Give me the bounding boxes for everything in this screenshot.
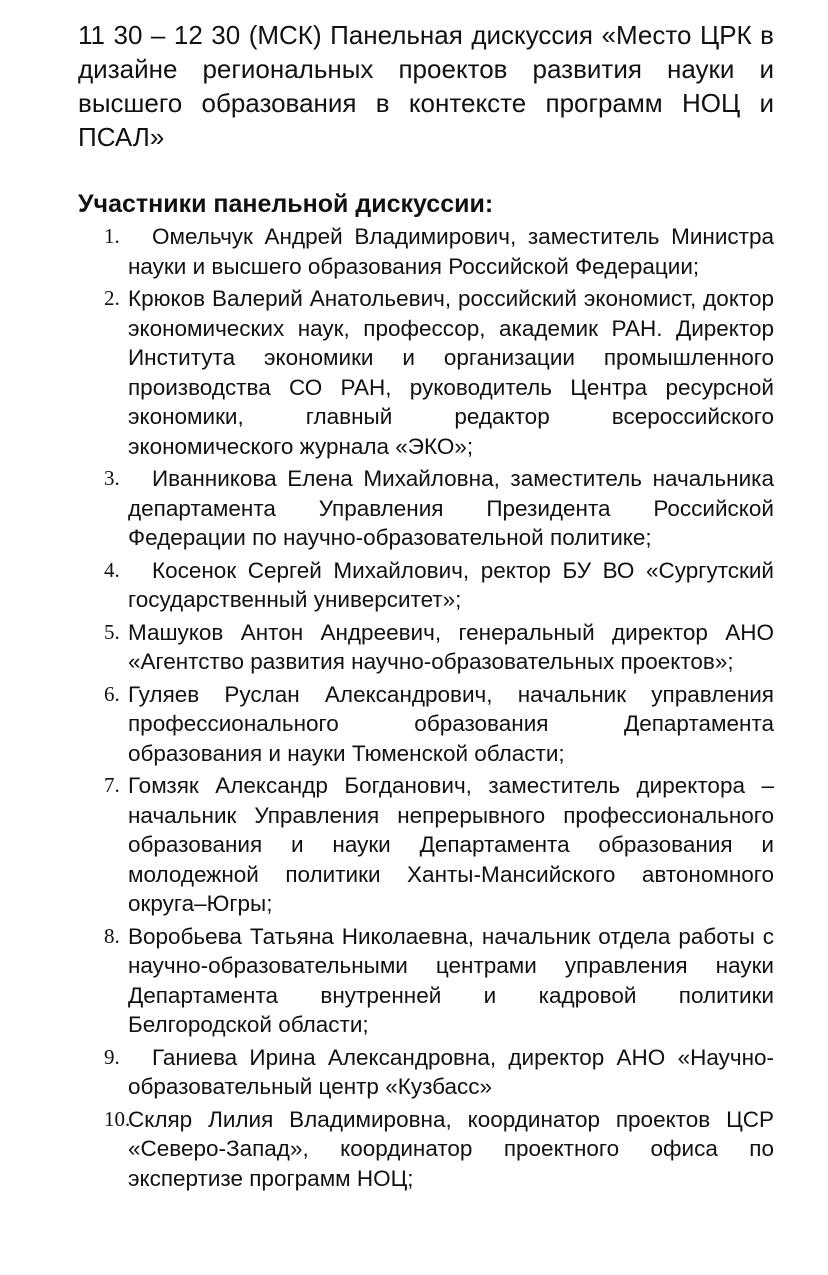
list-item	[78, 464, 774, 553]
item-number: 4.	[104, 557, 120, 582]
item-text: Омельчук Андрей Владимирович, заместитель Министра науки и высшего образования Российской Федерации;	[128, 224, 774, 279]
item-number: 6.	[104, 681, 120, 706]
item-text: Скляр Лилия Владимировна, координатор проектов ЦСР «Северо-Запад», координатор проектного офиса по экспертизе программ НОЦ;	[128, 1106, 774, 1191]
list-item	[78, 680, 774, 769]
item-number: 3.	[104, 466, 120, 490]
item-number: 10.	[104, 1106, 131, 1131]
item-number: 7.	[104, 773, 120, 797]
item-text: Гуляев Руслан Александрович, начальник управления профессионального образования Департамента образования и науки Тюменской области;	[128, 681, 774, 766]
list-item	[78, 284, 774, 461]
list-item	[78, 922, 774, 1040]
participants-list	[78, 222, 774, 1193]
item-number: 8.	[104, 923, 120, 948]
list-item	[78, 556, 774, 615]
document-page	[78, 18, 774, 1196]
item-text: Машуков Антон Андреевич, генеральный директор АНО «Агентство развития научно-образовательных проектов»;	[128, 619, 774, 674]
item-number: 1.	[104, 224, 120, 248]
list-item	[78, 618, 774, 677]
list-item	[78, 1043, 774, 1102]
list-item	[78, 771, 774, 919]
list-item	[78, 222, 774, 281]
item-number: 2.	[104, 286, 120, 310]
item-text: Иванникова Елена Михайловна, заместитель начальника департамента Управления Президента Российской Федерации по научно-образовательной политике;	[128, 466, 774, 550]
list-item	[78, 1105, 774, 1194]
item-text: Ганиева Ирина Александровна, директор АНО «Научно-образовательный центр «Кузбасс»	[128, 1044, 774, 1099]
item-text: Воробьева Татьяна Николаевна, начальник отдела работы с научно-образовательными центрами управления науки Департамента внутренней и кадровой политики Белгородской области;	[128, 923, 774, 1037]
item-text: Косенок Сергей Михайлович, ректор БУ ВО «Сургутский государственный университет»;	[128, 557, 774, 612]
item-text: Крюков Валерий Анатольевич, российский экономист, доктор экономических наук, профессор, академик РАН. Директор Института экономики и организации промышленного производства СО РАН, руководитель Центра ресурсной экономики, главный редактор всероссийского экономического журнала «ЭКО»;	[128, 286, 774, 459]
item-number: 5.	[104, 619, 120, 644]
item-text: Гомзяк Александр Богданович, заместитель директора – начальник Управления непрерывного профессионального образования и науки Департамента образования и молодежной политики Ханты-Мансийского автономного округа–Югры;	[128, 773, 774, 916]
session-heading: 11 30 – 12 30 (МСК) Панельная дискуссия «Место ЦРК в дизайне региональных проектов развития науки и высшего образования в контексте программ НОЦ и ПСАЛ»	[78, 20, 774, 152]
item-number: 9.	[104, 1044, 120, 1069]
participants-title: Участники панельной дискуссии:	[78, 190, 494, 218]
